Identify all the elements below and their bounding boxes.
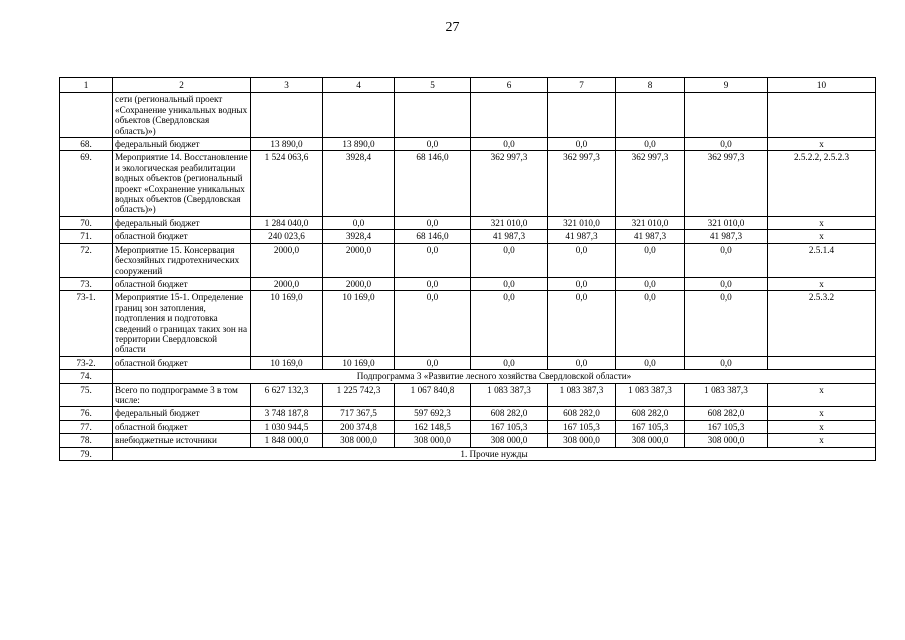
value-cell: 308 000,0 [471, 434, 548, 447]
table-row [60, 291, 876, 356]
row-name: Всего по подпрограмме 3 в том числе: [113, 383, 251, 407]
value-cell: 0,0 [548, 138, 616, 151]
column-header: 1 [60, 78, 113, 93]
target-reference: 2.5.3.2 [768, 291, 876, 356]
table-row [60, 230, 876, 243]
table-row [60, 434, 876, 447]
target-reference: x [768, 277, 876, 290]
value-cell [323, 93, 395, 138]
value-cell: 41 987,3 [685, 230, 768, 243]
value-cell: 362 997,3 [471, 151, 548, 216]
value-cell [616, 93, 685, 138]
value-cell: 0,0 [548, 243, 616, 277]
value-cell: 1 083 387,3 [616, 383, 685, 407]
row-number: 73-2. [60, 356, 113, 369]
row-name: федеральный бюджет [113, 138, 251, 151]
row-name: областной бюджет [113, 230, 251, 243]
value-cell: 68 146,0 [395, 151, 471, 216]
column-header: 4 [323, 78, 395, 93]
value-cell: 608 282,0 [471, 407, 548, 420]
row-number: 79. [60, 447, 113, 460]
target-reference: 2.5.1.4 [768, 243, 876, 277]
value-cell: 41 987,3 [616, 230, 685, 243]
table-row [60, 243, 876, 277]
value-cell: 10 169,0 [251, 291, 323, 356]
value-cell: 321 010,0 [616, 216, 685, 229]
row-number: 69. [60, 151, 113, 216]
value-cell: 68 146,0 [395, 230, 471, 243]
value-cell: 0,0 [323, 216, 395, 229]
value-cell: 0,0 [395, 243, 471, 277]
column-header: 7 [548, 78, 616, 93]
value-cell [548, 93, 616, 138]
value-cell: 2000,0 [251, 277, 323, 290]
value-cell: 3928,4 [323, 151, 395, 216]
row-number: 76. [60, 407, 113, 420]
value-cell [395, 93, 471, 138]
value-cell: 1 848 000,0 [251, 434, 323, 447]
value-cell: 0,0 [685, 356, 768, 369]
table-row [60, 277, 876, 290]
row-number: 72. [60, 243, 113, 277]
value-cell: 308 000,0 [685, 434, 768, 447]
target-reference: x [768, 420, 876, 433]
value-cell: 0,0 [548, 356, 616, 369]
table-row [60, 151, 876, 216]
value-cell: 1 083 387,3 [548, 383, 616, 407]
row-number: 77. [60, 420, 113, 433]
value-cell: 717 367,5 [323, 407, 395, 420]
table-row [60, 93, 876, 138]
value-cell: 0,0 [471, 291, 548, 356]
column-header-row [60, 78, 876, 93]
target-reference [768, 93, 876, 138]
value-cell: 10 169,0 [251, 356, 323, 369]
value-cell: 41 987,3 [471, 230, 548, 243]
row-name: федеральный бюджет [113, 216, 251, 229]
value-cell: 240 023,6 [251, 230, 323, 243]
row-number: 78. [60, 434, 113, 447]
value-cell: 362 997,3 [616, 151, 685, 216]
table-row [60, 407, 876, 420]
value-cell: 0,0 [395, 291, 471, 356]
value-cell: 0,0 [395, 277, 471, 290]
table-row [60, 356, 876, 369]
value-cell: 308 000,0 [548, 434, 616, 447]
value-cell: 0,0 [471, 138, 548, 151]
target-reference: x [768, 407, 876, 420]
value-cell [251, 93, 323, 138]
value-cell: 1 284 040,0 [251, 216, 323, 229]
value-cell: 321 010,0 [471, 216, 548, 229]
value-cell: 1 083 387,3 [685, 383, 768, 407]
value-cell: 41 987,3 [548, 230, 616, 243]
value-cell: 321 010,0 [548, 216, 616, 229]
column-header: 10 [768, 78, 876, 93]
table-body [60, 78, 876, 461]
table-row [60, 370, 876, 383]
value-cell: 3928,4 [323, 230, 395, 243]
value-cell: 0,0 [471, 356, 548, 369]
value-cell: 0,0 [616, 277, 685, 290]
value-cell: 0,0 [616, 138, 685, 151]
row-number: 74. [60, 370, 113, 383]
value-cell: 608 282,0 [685, 407, 768, 420]
value-cell: 2000,0 [323, 277, 395, 290]
value-cell: 167 105,3 [685, 420, 768, 433]
row-name: областной бюджет [113, 356, 251, 369]
value-cell: 162 148,5 [395, 420, 471, 433]
column-header: 2 [113, 78, 251, 93]
row-name: Мероприятие 15. Консервация бесхозяйных гидротехнических сооружений [113, 243, 251, 277]
target-reference: x [768, 216, 876, 229]
target-reference: x [768, 383, 876, 407]
row-name: внебюджетные источники [113, 434, 251, 447]
row-number: 73-1. [60, 291, 113, 356]
value-cell: 200 374,8 [323, 420, 395, 433]
row-name: Мероприятие 14. Восстановление и экологическая реабилитации водных объектов (региональный проект «Сохранение уникальных водных объектов (Свердловская область)») [113, 151, 251, 216]
value-cell: 0,0 [395, 138, 471, 151]
value-cell [471, 93, 548, 138]
row-name: областной бюджет [113, 420, 251, 433]
value-cell: 362 997,3 [548, 151, 616, 216]
value-cell: 1 524 063,6 [251, 151, 323, 216]
value-cell: 6 627 132,3 [251, 383, 323, 407]
value-cell: 0,0 [548, 277, 616, 290]
table-row [60, 216, 876, 229]
value-cell: 0,0 [616, 243, 685, 277]
row-name: сети (региональный проект «Сохранение уникальных водных объектов (Свердловская область)») [113, 93, 251, 138]
value-cell: 10 169,0 [323, 291, 395, 356]
value-cell: 0,0 [471, 277, 548, 290]
column-header: 6 [471, 78, 548, 93]
value-cell: 1 030 944,5 [251, 420, 323, 433]
value-cell: 0,0 [685, 291, 768, 356]
row-number: 71. [60, 230, 113, 243]
value-cell: 167 105,3 [548, 420, 616, 433]
value-cell: 10 169,0 [323, 356, 395, 369]
target-reference: 2.5.2.2, 2.5.2.3 [768, 151, 876, 216]
target-reference [768, 356, 876, 369]
row-name: федеральный бюджет [113, 407, 251, 420]
value-cell: 321 010,0 [685, 216, 768, 229]
target-reference: x [768, 138, 876, 151]
value-cell: 167 105,3 [471, 420, 548, 433]
value-cell: 2000,0 [323, 243, 395, 277]
column-header: 8 [616, 78, 685, 93]
value-cell: 0,0 [685, 138, 768, 151]
page-number: 27 [445, 20, 460, 35]
table-row [60, 383, 876, 407]
row-number [60, 93, 113, 138]
value-cell [685, 93, 768, 138]
value-cell: 13 890,0 [323, 138, 395, 151]
value-cell: 0,0 [685, 277, 768, 290]
row-name: Мероприятие 15-1. Определение границ зон затопления, подтопления и подготовка сведений о границах таких зон на территории Свердловской области [113, 291, 251, 356]
value-cell: 0,0 [616, 356, 685, 369]
value-cell: 608 282,0 [616, 407, 685, 420]
target-reference: x [768, 434, 876, 447]
value-cell: 308 000,0 [616, 434, 685, 447]
section-heading: Подпрограмма 3 «Развитие лесного хозяйства Свердловской области» [113, 370, 876, 383]
value-cell: 597 692,3 [395, 407, 471, 420]
value-cell: 1 225 742,3 [323, 383, 395, 407]
value-cell: 0,0 [685, 243, 768, 277]
value-cell: 1 083 387,3 [471, 383, 548, 407]
value-cell: 1 067 840,8 [395, 383, 471, 407]
value-cell: 0,0 [548, 291, 616, 356]
row-name: областной бюджет [113, 277, 251, 290]
value-cell: 0,0 [395, 216, 471, 229]
column-header: 9 [685, 78, 768, 93]
budget-table [59, 77, 876, 461]
row-number: 68. [60, 138, 113, 151]
value-cell: 3 748 187,8 [251, 407, 323, 420]
value-cell: 0,0 [616, 291, 685, 356]
target-reference: x [768, 230, 876, 243]
table-row [60, 420, 876, 433]
value-cell: 13 890,0 [251, 138, 323, 151]
row-number: 75. [60, 383, 113, 407]
column-header: 3 [251, 78, 323, 93]
value-cell: 0,0 [395, 356, 471, 369]
value-cell: 308 000,0 [395, 434, 471, 447]
value-cell: 308 000,0 [323, 434, 395, 447]
table-row [60, 138, 876, 151]
value-cell: 608 282,0 [548, 407, 616, 420]
table-row [60, 447, 876, 460]
row-number: 70. [60, 216, 113, 229]
value-cell: 2000,0 [251, 243, 323, 277]
column-header: 5 [395, 78, 471, 93]
value-cell: 0,0 [471, 243, 548, 277]
value-cell: 167 105,3 [616, 420, 685, 433]
section-heading: 1. Прочие нужды [113, 447, 876, 460]
row-number: 73. [60, 277, 113, 290]
value-cell: 362 997,3 [685, 151, 768, 216]
